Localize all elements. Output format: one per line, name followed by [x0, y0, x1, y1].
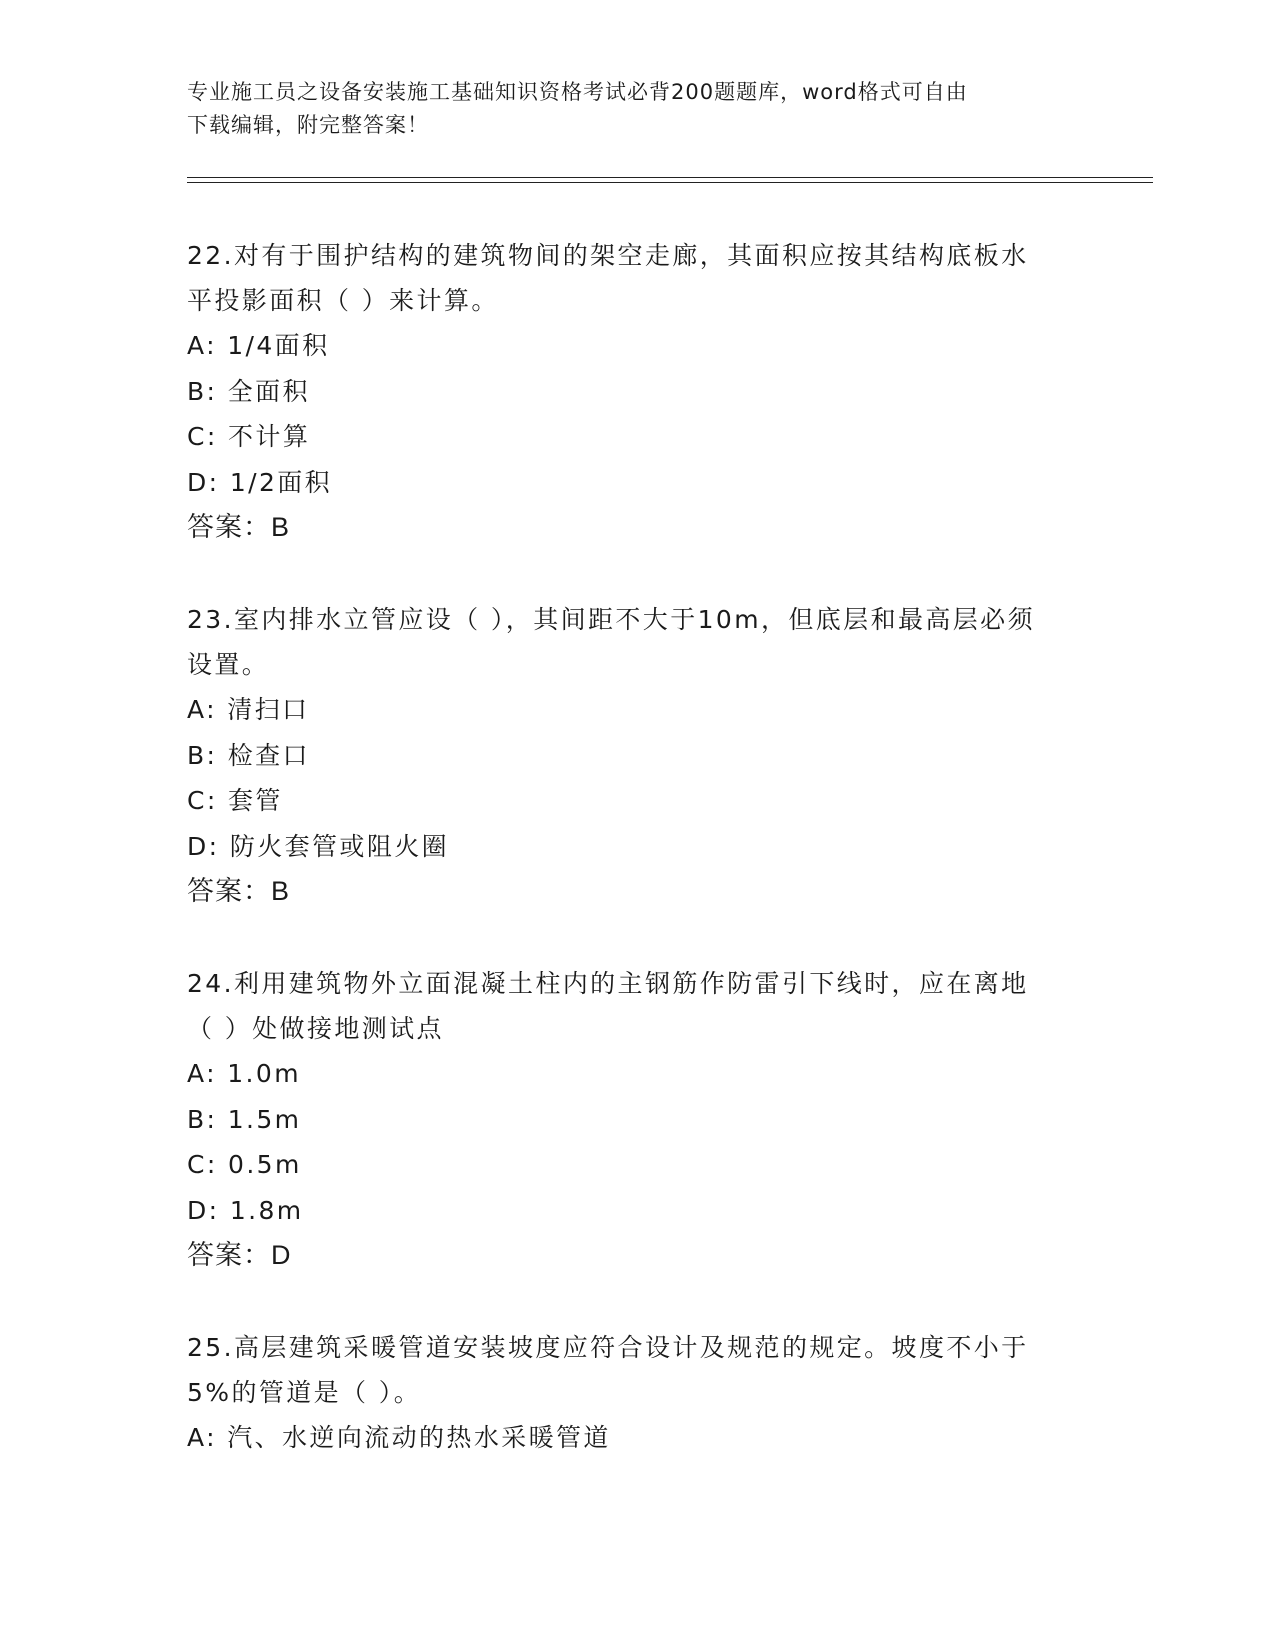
question-22: [187, 233, 1077, 550]
option-d: D: 1.8m: [187, 1195, 304, 1225]
question-25: [187, 1325, 1077, 1461]
document-header: [187, 76, 1067, 142]
option-d: D: 防火套管或阻火圈: [187, 831, 450, 861]
header-line-1: 专业施工员之设备安装施工基础知识资格考试必背200题题库，word格式可自由: [187, 80, 968, 104]
answer: 答案：B: [187, 876, 291, 906]
header-divider-top: [187, 177, 1153, 178]
option-d: D: 1/2面积: [187, 467, 333, 497]
header-line-2: 下载编辑，附完整答案！: [187, 113, 429, 137]
option-c: C: 不计算: [187, 422, 311, 451]
header-divider-bottom: [187, 182, 1153, 183]
answer: 答案：B: [187, 512, 291, 542]
option-c: C: 套管: [187, 786, 283, 815]
question-stem-line-1: 24.利用建筑物外立面混凝土柱内的主钢筋作防雷引下线时，应在离地: [187, 969, 1029, 998]
option-c: C: 0.5m: [187, 1150, 302, 1179]
question-stem-line-1: 22.对有于围护结构的建筑物间的架空走廊，其面积应按其结构底板水: [187, 241, 1029, 270]
option-a: A: 汽、水逆向流动的热水采暖管道: [187, 1423, 611, 1452]
option-b: B: 全面积: [187, 376, 310, 406]
question-stem-line-2: 平投影面积（ ）来计算。: [187, 286, 499, 315]
question-24: [187, 961, 1077, 1278]
option-a: A: 1/4面积: [187, 331, 330, 360]
question-23: [187, 597, 1077, 914]
answer: 答案：D: [187, 1240, 292, 1270]
question-stem-line-2: 5%的管道是（ ）。: [187, 1378, 422, 1407]
option-a: A: 1.0m: [187, 1059, 301, 1088]
question-stem-line-1: 23.室内排水立管应设（ ），其间距不大于10m，但底层和最高层必须: [187, 605, 1035, 634]
question-stem-line-1: 25.高层建筑采暖管道安装坡度应符合设计及规范的规定。坡度不小于: [187, 1333, 1029, 1362]
option-a: A: 清扫口: [187, 695, 310, 724]
question-stem-line-2: 设置。: [187, 650, 270, 679]
question-stem-line-2: （ ）处做接地测试点: [187, 1014, 444, 1043]
option-b: B: 检查口: [187, 740, 310, 770]
option-b: B: 1.5m: [187, 1104, 302, 1134]
